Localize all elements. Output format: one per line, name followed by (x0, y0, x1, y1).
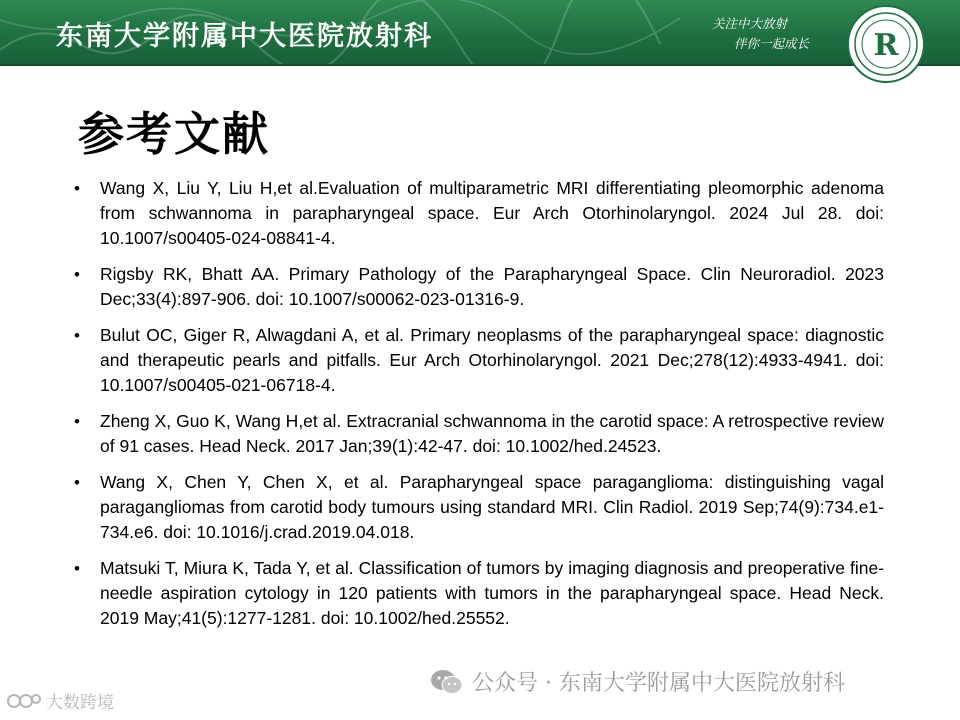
reference-item (74, 323, 884, 398)
reference-text: Wang X, Liu Y, Liu H,et al.Evaluation of multiparametric MRI differentiating pleomorphic adenoma from schwannoma in parapharyngeal space. Eur Arch Otorhinolaryngol. 2024 Jul 28. doi: 10.1007/s00405-024-08841-4. (100, 178, 884, 248)
bullet: • (74, 412, 80, 431)
wechat-watermark (430, 666, 845, 697)
reference-item (74, 262, 884, 312)
reference-text: Bulut OC, Giger R, Alwagdani A, et al. Primary neoplasms of the parapharyngeal space: diagnostic and therapeutic pearls and pitfalls. Eur Arch Otorhinolaryngol. 2021 Dec;278(12):4933-4941. doi: 10.1007/s00405-021-06718-4. (100, 325, 884, 395)
source-logo-icon (6, 691, 42, 711)
bullet: • (74, 473, 80, 492)
wechat-icon (430, 668, 464, 696)
source-mark-text: 大数跨境 (46, 693, 114, 713)
reference-item (74, 409, 884, 459)
bullet: • (74, 265, 80, 284)
watermark-text: 公众号 · 东南大学附属中大医院放射科 (472, 671, 845, 696)
reference-text: Wang X, Chen Y, Chen X, et al. Parapharyngeal space paraganglioma: distinguishing vagal paragangliomas from carotid body tumours using standard MRI. Clin Radiol. 2019 Sep;74(9):734.e1-734.e6. doi: 10.1016/j.crad.2019.04.018. (100, 472, 884, 542)
page-title: 参考文献 (78, 107, 270, 161)
reference-item (74, 470, 884, 545)
bullet: • (74, 326, 80, 345)
logo-letter: R (873, 28, 899, 63)
slogan-line-2: 伴你一起成长 (734, 36, 810, 51)
reference-list (74, 176, 884, 642)
source-mark (6, 688, 114, 713)
slogan-line-1: 关注中大放射 (712, 16, 788, 31)
reference-item (74, 556, 884, 631)
hospital-logo (846, 4, 926, 84)
reference-text: Matsuki T, Miura K, Tada Y, et al. Classification of tumors by imaging diagnosis and preoperative fine-needle aspiration cytology in 120 patients with tumors in the parapharyngeal space. Head Neck. 2019 May;41(5):1277-1281. doi: 10.1002/hed.25552. (100, 558, 884, 628)
bullet: • (74, 559, 80, 578)
header-bar (0, 0, 960, 66)
bullet: • (74, 179, 80, 198)
reference-text: Rigsby RK, Bhatt AA. Primary Pathology of the Parapharyngeal Space. Clin Neuroradiol. 2023 Dec;33(4):897-906. doi: 10.1007/s00062-023-01316-9. (100, 264, 884, 309)
header-title: 东南大学附属中大医院放射科 (56, 21, 433, 52)
reference-text: Zheng X, Guo K, Wang H,et al. Extracranial schwannoma in the carotid space: A retrospective review of 91 cases. Head Neck. 2017 Jan;39(1):42-47. doi: 10.1002/hed.24523. (100, 411, 884, 456)
reference-item (74, 176, 884, 251)
header-slogan (712, 14, 832, 54)
